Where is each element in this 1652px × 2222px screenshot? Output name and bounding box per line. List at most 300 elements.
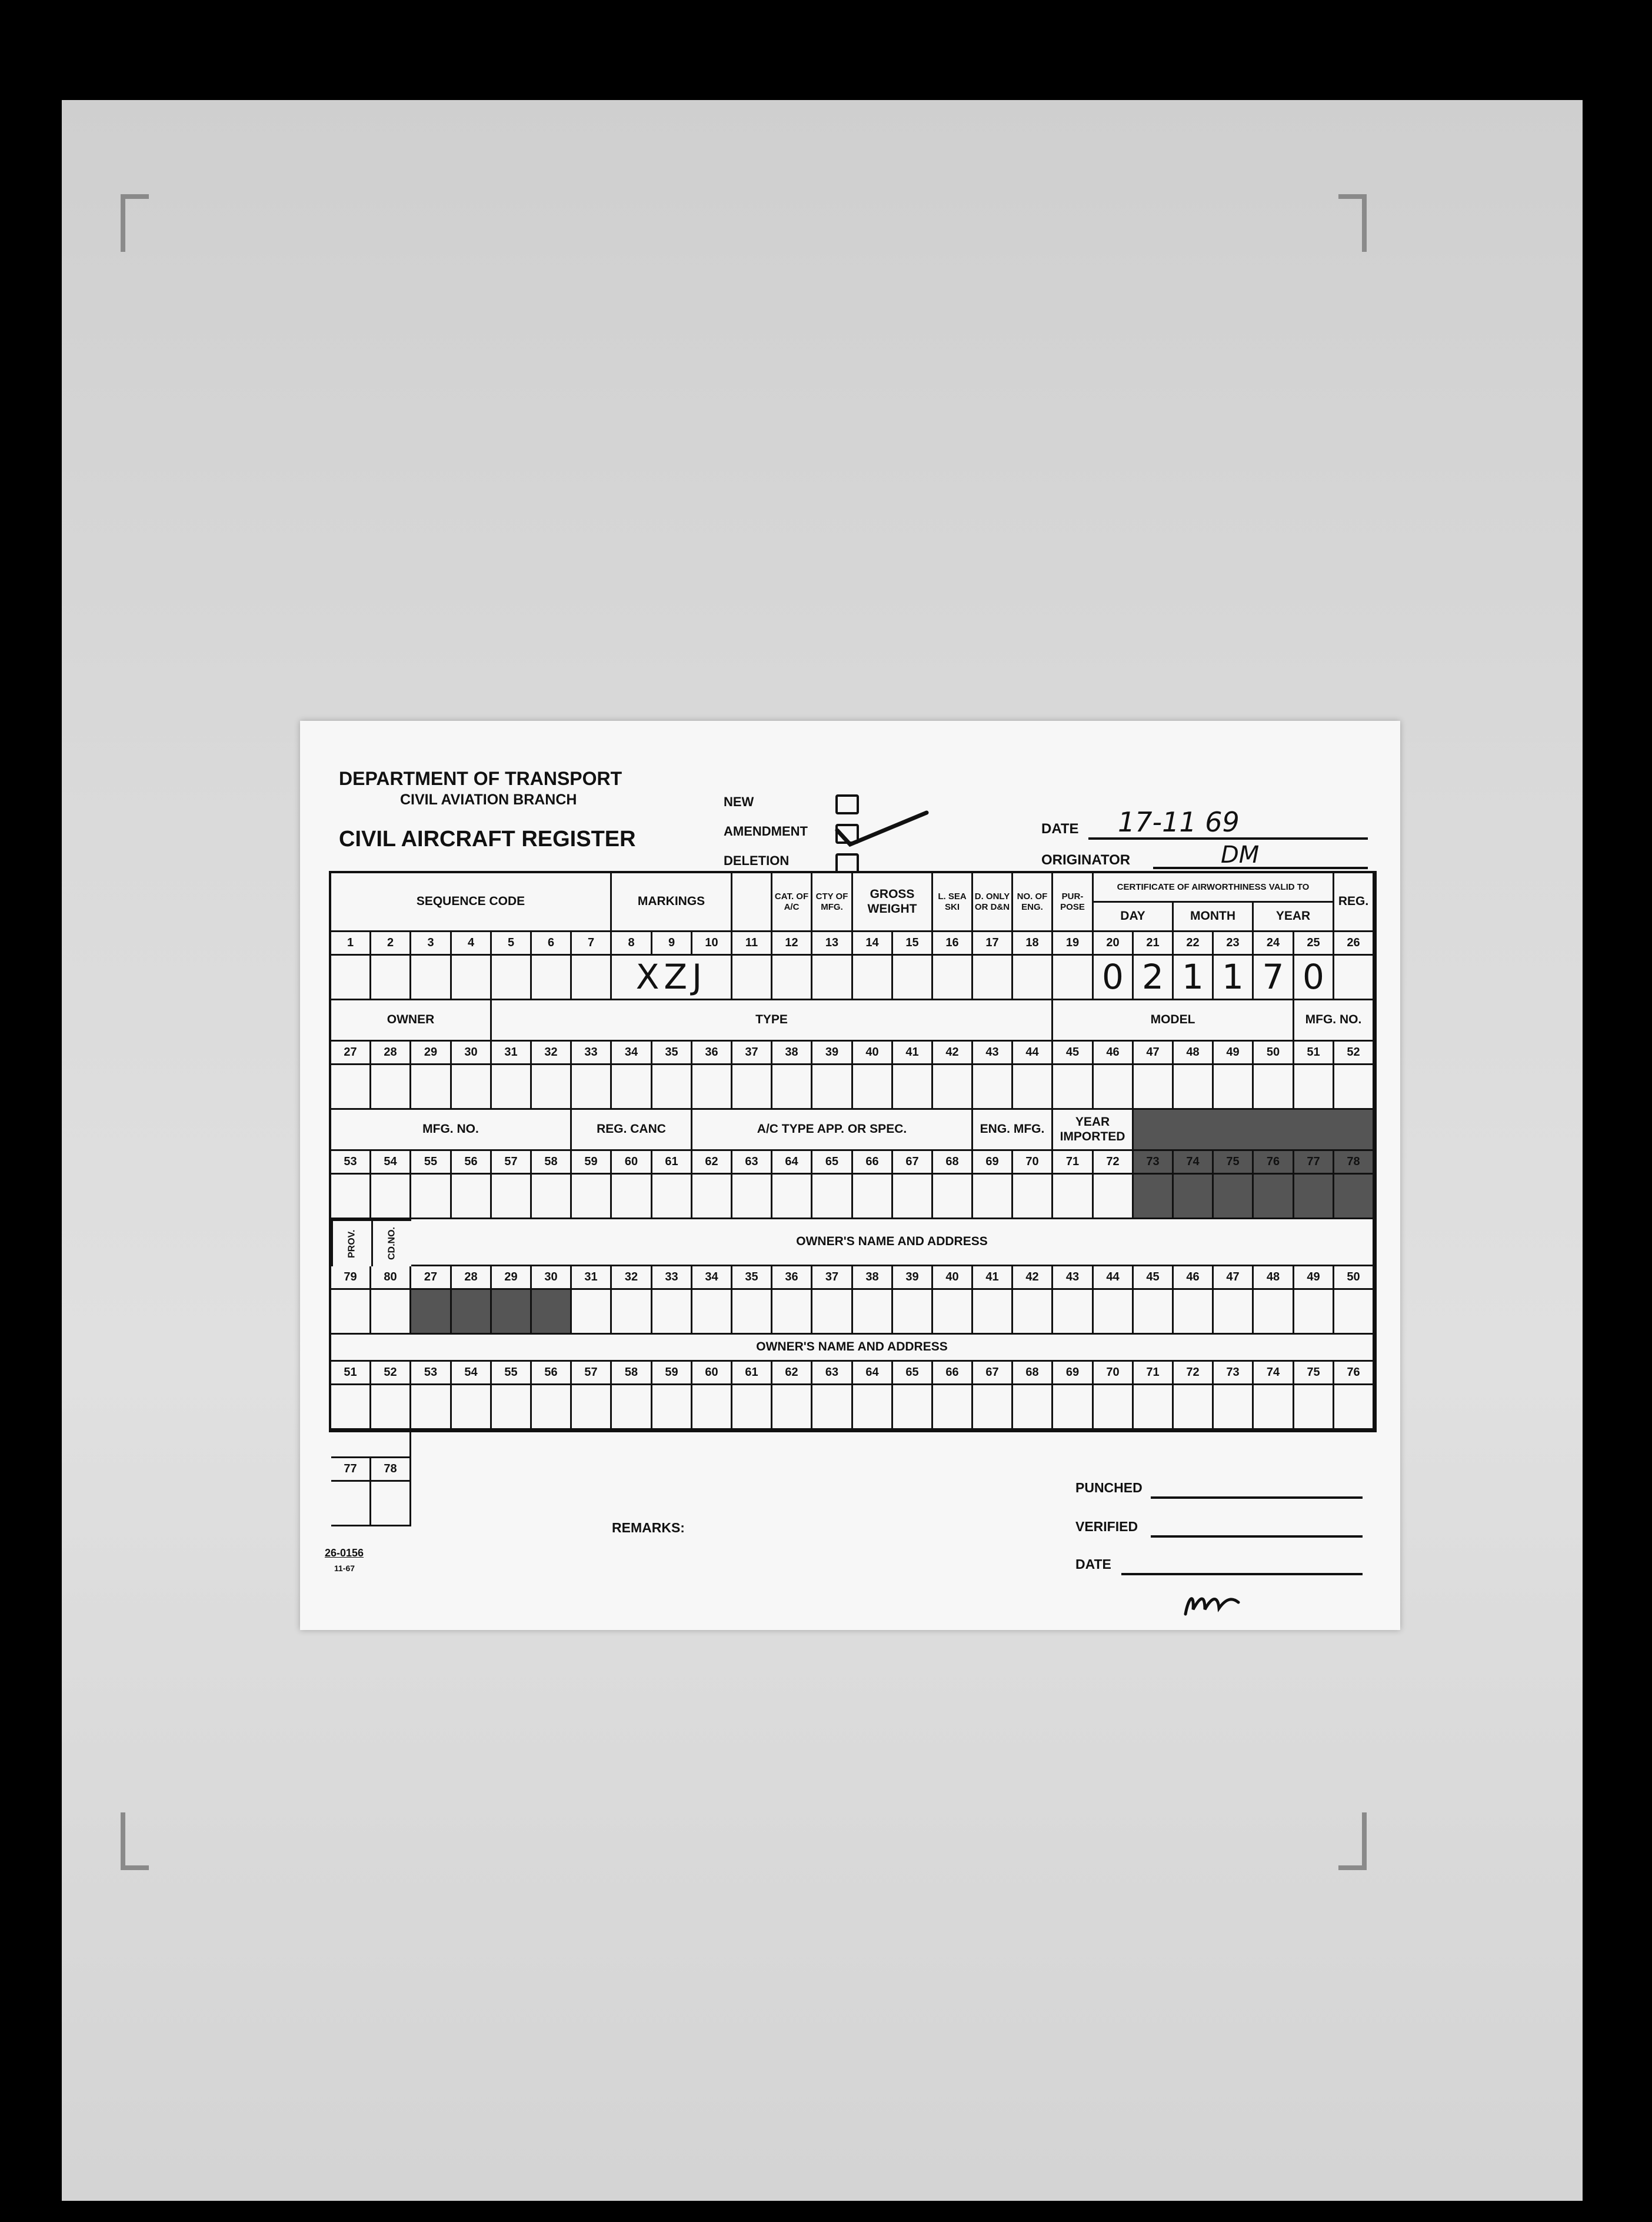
- column-number: 69: [1053, 1362, 1094, 1385]
- column-number: 71: [1053, 1151, 1094, 1175]
- column-number: 43: [1053, 1266, 1094, 1290]
- row1-entry-cell[interactable]: [371, 956, 411, 1000]
- reg-canc-header: REG. CANC: [572, 1110, 692, 1151]
- column-number: 65: [893, 1362, 933, 1385]
- row5-entry-cell[interactable]: [812, 1385, 853, 1430]
- column-number: 49: [1294, 1266, 1334, 1290]
- deletion-checkbox[interactable]: [835, 853, 859, 873]
- land-sea-ski-header: L. SEA SKI: [933, 873, 973, 932]
- type-header: TYPE: [492, 1000, 1053, 1042]
- column-number: 54: [452, 1362, 492, 1385]
- markings-value[interactable]: XZJ: [612, 956, 732, 1000]
- column-number: 73: [1134, 1151, 1174, 1175]
- row4-entry-cell[interactable]: [973, 1290, 1013, 1335]
- shaded-cell: [1214, 1175, 1254, 1219]
- row3-entry-cell[interactable]: [732, 1175, 772, 1219]
- owners-name-header-2: OWNER'S NAME AND ADDRESS: [331, 1335, 1374, 1362]
- column-number: 32: [532, 1042, 572, 1065]
- row5-entry-cell[interactable]: [772, 1385, 812, 1430]
- column-number: 31: [572, 1266, 612, 1290]
- row5-entry-cell[interactable]: [893, 1385, 933, 1430]
- column-number: 50: [1334, 1266, 1374, 1290]
- column-number: 19: [1053, 932, 1094, 956]
- column-number: 17: [973, 932, 1013, 956]
- column-number: 33: [652, 1266, 692, 1290]
- column-number: 24: [1254, 932, 1294, 956]
- row4-entry-cell[interactable]: [812, 1290, 853, 1335]
- column-number: 47: [1214, 1266, 1254, 1290]
- column-number: 46: [1094, 1042, 1134, 1065]
- column-number: 56: [532, 1362, 572, 1385]
- column-number: 56: [452, 1151, 492, 1175]
- column-number: 58: [532, 1151, 572, 1175]
- column-number: 53: [411, 1362, 452, 1385]
- column-number: 11: [732, 932, 772, 956]
- column-number: 43: [973, 1042, 1013, 1065]
- remarks-blank: [331, 1430, 411, 1458]
- crop-mark-bottom-right: [1338, 1812, 1367, 1870]
- column-number: 68: [933, 1151, 973, 1175]
- row2-entry-cell[interactable]: [1094, 1065, 1134, 1110]
- crop-mark-top-right: [1338, 194, 1367, 252]
- column-number: 80: [371, 1266, 411, 1290]
- row3-entry-cell[interactable]: [853, 1175, 893, 1219]
- column-number: 62: [772, 1362, 812, 1385]
- column-number: 70: [1094, 1362, 1134, 1385]
- row3-entry-cell[interactable]: [772, 1175, 812, 1219]
- column-number: 9: [652, 932, 692, 956]
- column-number: 64: [772, 1151, 812, 1175]
- shaded-cell: [1134, 1175, 1174, 1219]
- column-number: 16: [933, 932, 973, 956]
- row1-entry-cell[interactable]: [933, 956, 973, 1000]
- column-number: 67: [893, 1151, 933, 1175]
- column-number: 22: [1174, 932, 1214, 956]
- column-number: 31: [492, 1042, 532, 1065]
- column-number: 35: [652, 1042, 692, 1065]
- row4-entry-cell[interactable]: [1134, 1290, 1174, 1335]
- day-header: DAY: [1094, 903, 1174, 932]
- column-number: 29: [411, 1042, 452, 1065]
- row3-entry-cell[interactable]: [973, 1175, 1013, 1219]
- row5-entry-cell[interactable]: [1053, 1385, 1094, 1430]
- column-number: 72: [1174, 1362, 1214, 1385]
- column-number: 26: [1334, 932, 1374, 956]
- mfg-no-header-2: MFG. NO.: [331, 1110, 572, 1151]
- row4-entry-cell[interactable]: [853, 1290, 893, 1335]
- column-number: 36: [692, 1042, 732, 1065]
- row5-entry-cell[interactable]: [973, 1385, 1013, 1430]
- column-number: 72: [1094, 1151, 1134, 1175]
- row5-entry-cell[interactable]: [1134, 1385, 1174, 1430]
- column-number: 65: [812, 1151, 853, 1175]
- column-number: 69: [973, 1151, 1013, 1175]
- column-number: 27: [411, 1266, 452, 1290]
- row4-entry-cell[interactable]: [572, 1290, 612, 1335]
- row2-entry-cell[interactable]: [652, 1065, 692, 1110]
- engine-mfg-header: ENG. MFG.: [973, 1110, 1053, 1151]
- column-number: 70: [1013, 1151, 1053, 1175]
- row1-entry-cell[interactable]: [732, 956, 772, 1000]
- row3-entry-cell[interactable]: [1053, 1175, 1094, 1219]
- column-number: 4: [452, 932, 492, 956]
- row3-entry-cell[interactable]: [532, 1175, 572, 1219]
- shaded-cell: [1334, 1175, 1374, 1219]
- cty-of-mfg-header: CTY OF MFG.: [812, 873, 853, 932]
- row3-entry-cell[interactable]: [1094, 1175, 1134, 1219]
- shaded-cell: [1174, 1175, 1214, 1219]
- date-label: DATE: [1041, 821, 1079, 837]
- column-number: 53: [331, 1151, 371, 1175]
- row3-entry-cell[interactable]: [893, 1175, 933, 1219]
- column-number: 74: [1174, 1151, 1214, 1175]
- row3-entry-cell[interactable]: [652, 1175, 692, 1219]
- column-number: 5: [492, 932, 532, 956]
- certificate-digit-cell[interactable]: 0: [1294, 956, 1334, 1000]
- column-number: 66: [853, 1151, 893, 1175]
- row3-entry-cell[interactable]: [1013, 1175, 1053, 1219]
- column-number: 47: [1134, 1042, 1174, 1065]
- sequence-code-header: SEQUENCE CODE: [331, 873, 612, 932]
- day-night-header: D. ONLY OR D&N: [973, 873, 1013, 932]
- cd-no-header: CD.NO.: [371, 1219, 411, 1266]
- owners-name-header: OWNER'S NAME AND ADDRESS: [411, 1219, 1374, 1266]
- row5-entry-cell[interactable]: [1214, 1385, 1254, 1430]
- column-number: 35: [732, 1266, 772, 1290]
- row4-entry-cell[interactable]: [331, 1290, 371, 1335]
- originator-value[interactable]: DM: [1221, 841, 1260, 869]
- row2-entry-cell[interactable]: [572, 1065, 612, 1110]
- row2-entry-cell[interactable]: [1214, 1065, 1254, 1110]
- row5-entry-cell[interactable]: [532, 1385, 572, 1430]
- column-number: 38: [853, 1266, 893, 1290]
- column-number: 18: [1013, 932, 1053, 956]
- column-number: 75: [1214, 1151, 1254, 1175]
- row4-entry-cell[interactable]: [612, 1290, 652, 1335]
- month-header: MONTH: [1174, 903, 1254, 932]
- check-mark-icon: [832, 808, 932, 849]
- date-value[interactable]: 17-11 69: [1118, 806, 1240, 838]
- airworthiness-certificate-header: CERTIFICATE OF AIRWORTHINESS VALID TO: [1094, 873, 1334, 903]
- row4-entry-cell[interactable]: [732, 1290, 772, 1335]
- column-number: 55: [411, 1151, 452, 1175]
- row5-entry-cell[interactable]: [853, 1385, 893, 1430]
- column-number: 3: [411, 932, 452, 956]
- certificate-digit-cell[interactable]: 2: [1134, 956, 1174, 1000]
- column-number: 28: [371, 1042, 411, 1065]
- column-number: 14: [853, 932, 893, 956]
- row4-entry-cell[interactable]: [652, 1290, 692, 1335]
- verified-label: VERIFIED: [1075, 1519, 1138, 1534]
- amendment-label: AMENDMENT: [724, 824, 808, 839]
- row4-entry-cell[interactable]: [1174, 1290, 1214, 1335]
- row3-entry-cell[interactable]: [452, 1175, 492, 1219]
- footer-date-line: [1121, 1573, 1363, 1575]
- row5-entry-cell[interactable]: [572, 1385, 612, 1430]
- row2-entry-cell[interactable]: [853, 1065, 893, 1110]
- owner-header: OWNER: [331, 1000, 492, 1042]
- column-number: 59: [652, 1362, 692, 1385]
- column-number: 64: [853, 1362, 893, 1385]
- column-number: 50: [1254, 1042, 1294, 1065]
- row2-entry-cell[interactable]: [371, 1065, 411, 1110]
- row5-entry-cell[interactable]: [331, 1385, 371, 1430]
- row5-entry-cell[interactable]: [411, 1385, 452, 1430]
- row2-entry-cell[interactable]: [1254, 1065, 1294, 1110]
- row2-entry-cell[interactable]: [933, 1065, 973, 1110]
- column-number: 38: [772, 1042, 812, 1065]
- mfg-no-header: MFG. NO.: [1294, 1000, 1374, 1042]
- remarks-entry-cell[interactable]: [371, 1482, 411, 1526]
- row4-entry-cell[interactable]: [1254, 1290, 1294, 1335]
- row4-entry-cell[interactable]: [371, 1290, 411, 1335]
- certificate-digit-cell[interactable]: 1: [1174, 956, 1214, 1000]
- blank-header: [732, 873, 772, 932]
- row5-entry-cell[interactable]: [371, 1385, 411, 1430]
- row5-entry-cell[interactable]: [1013, 1385, 1053, 1430]
- row4-entry-cell[interactable]: [1013, 1290, 1053, 1335]
- row5-entry-cell[interactable]: [1174, 1385, 1214, 1430]
- column-number: 1: [331, 932, 371, 956]
- deletion-label: DELETION: [724, 853, 790, 868]
- row5-entry-cell[interactable]: [1254, 1385, 1294, 1430]
- punched-line: [1151, 1496, 1363, 1499]
- row2-entry-cell[interactable]: [772, 1065, 812, 1110]
- column-number: 51: [1294, 1042, 1334, 1065]
- column-number: 58: [612, 1362, 652, 1385]
- crop-mark-bottom-left: [121, 1812, 149, 1870]
- row1-entry-cell[interactable]: [532, 956, 572, 1000]
- shaded-cell: [452, 1290, 492, 1335]
- column-number: 29: [492, 1266, 532, 1290]
- column-number: 12: [772, 932, 812, 956]
- column-number: 41: [893, 1042, 933, 1065]
- row5-entry-cell[interactable]: [732, 1385, 772, 1430]
- column-number: 23: [1214, 932, 1254, 956]
- row4-entry-cell[interactable]: [1214, 1290, 1254, 1335]
- row1-entry-cell[interactable]: [812, 956, 853, 1000]
- column-number: 30: [452, 1042, 492, 1065]
- column-number: 61: [652, 1151, 692, 1175]
- column-number: 68: [1013, 1362, 1053, 1385]
- year-header: YEAR: [1254, 903, 1334, 932]
- certificate-digit-cell[interactable]: 1: [1214, 956, 1254, 1000]
- row5-entry-cell[interactable]: [652, 1385, 692, 1430]
- column-number: 63: [812, 1362, 853, 1385]
- column-number: 8: [612, 932, 652, 956]
- row2-entry-cell[interactable]: [612, 1065, 652, 1110]
- column-number: 41: [973, 1266, 1013, 1290]
- originator-label: ORIGINATOR: [1041, 852, 1131, 868]
- row1-entry-cell[interactable]: [572, 956, 612, 1000]
- column-number: 13: [812, 932, 853, 956]
- form-title: CIVIL AIRCRAFT REGISTER: [339, 827, 636, 851]
- column-number: 71: [1134, 1362, 1174, 1385]
- row5-entry-cell[interactable]: [492, 1385, 532, 1430]
- row5-entry-cell[interactable]: [1094, 1385, 1134, 1430]
- row4-entry-cell[interactable]: [893, 1290, 933, 1335]
- cat-of-ac-header: CAT. OF A/C: [772, 873, 812, 932]
- column-number: 28: [452, 1266, 492, 1290]
- row4-entry-cell[interactable]: [1053, 1290, 1094, 1335]
- row2-entry-cell[interactable]: [973, 1065, 1013, 1110]
- ac-type-approval-header: A/C TYPE APP. OR SPEC.: [692, 1110, 973, 1151]
- remarks-entry-cell[interactable]: [331, 1482, 371, 1526]
- footer-date-label: DATE: [1075, 1556, 1111, 1572]
- column-number: 32: [612, 1266, 652, 1290]
- column-number: 54: [371, 1151, 411, 1175]
- shaded-cell: [492, 1290, 532, 1335]
- row3-entry-cell[interactable]: [371, 1175, 411, 1219]
- row1-entry-cell[interactable]: [1334, 956, 1374, 1000]
- column-number: 25: [1294, 932, 1334, 956]
- row4-entry-cell[interactable]: [692, 1290, 732, 1335]
- row1-entry-cell[interactable]: [331, 956, 371, 1000]
- crop-mark-top-left: [121, 194, 149, 252]
- column-number: 42: [933, 1042, 973, 1065]
- gross-weight-header: GROSS WEIGHT: [853, 873, 933, 932]
- row1-entry-cell[interactable]: [893, 956, 933, 1000]
- column-number: 48: [1174, 1042, 1214, 1065]
- verified-line: [1151, 1535, 1363, 1538]
- column-number: 39: [893, 1266, 933, 1290]
- row3-entry-cell[interactable]: [933, 1175, 973, 1219]
- column-number: 36: [772, 1266, 812, 1290]
- column-number: 44: [1094, 1266, 1134, 1290]
- row3-entry-cell[interactable]: [492, 1175, 532, 1219]
- shaded-cell: [1294, 1175, 1334, 1219]
- row2-entry-cell[interactable]: [1294, 1065, 1334, 1110]
- row1-entry-cell[interactable]: [452, 956, 492, 1000]
- form-number: 26-0156: [325, 1547, 364, 1559]
- column-number: 60: [612, 1151, 652, 1175]
- column-number: 39: [812, 1042, 853, 1065]
- column-number: 34: [612, 1042, 652, 1065]
- certificate-digit-cell[interactable]: 7: [1254, 956, 1294, 1000]
- row2-entry-cell[interactable]: [732, 1065, 772, 1110]
- column-number: 62: [692, 1151, 732, 1175]
- column-number: 66: [933, 1362, 973, 1385]
- row1-entry-cell[interactable]: [772, 956, 812, 1000]
- row2-entry-cell[interactable]: [692, 1065, 732, 1110]
- column-number: 48: [1254, 1266, 1294, 1290]
- column-number: 76: [1254, 1151, 1294, 1175]
- column-number: 61: [732, 1362, 772, 1385]
- originator-line: [1153, 867, 1368, 869]
- column-number: 73: [1214, 1362, 1254, 1385]
- row2-entry-cell[interactable]: [1013, 1065, 1053, 1110]
- row1-entry-cell[interactable]: [492, 956, 532, 1000]
- row3-entry-cell[interactable]: [331, 1175, 371, 1219]
- initials-scribble-icon: [1177, 1586, 1247, 1621]
- column-number: 7: [572, 932, 612, 956]
- row2-entry-cell[interactable]: [452, 1065, 492, 1110]
- shaded-cell: [1134, 1110, 1374, 1151]
- column-number: 20: [1094, 932, 1134, 956]
- row2-entry-cell[interactable]: [532, 1065, 572, 1110]
- row4-entry-cell[interactable]: [772, 1290, 812, 1335]
- row5-entry-cell[interactable]: [933, 1385, 973, 1430]
- row1-entry-cell[interactable]: [853, 956, 893, 1000]
- column-number: 75: [1294, 1362, 1334, 1385]
- row4-entry-cell[interactable]: [933, 1290, 973, 1335]
- shaded-cell: [1254, 1175, 1294, 1219]
- row2-entry-cell[interactable]: [1134, 1065, 1174, 1110]
- row4-entry-cell[interactable]: [1334, 1290, 1374, 1335]
- column-number: 30: [532, 1266, 572, 1290]
- purpose-header: PUR- POSE: [1053, 873, 1094, 932]
- punched-label: PUNCHED: [1075, 1480, 1143, 1495]
- row3-entry-cell[interactable]: [812, 1175, 853, 1219]
- column-number: 10: [692, 932, 732, 956]
- model-header: MODEL: [1053, 1000, 1294, 1042]
- column-number: 44: [1013, 1042, 1053, 1065]
- column-number: 78: [371, 1458, 411, 1482]
- row5-entry-cell[interactable]: [1294, 1385, 1334, 1430]
- row1-entry-cell[interactable]: [1013, 956, 1053, 1000]
- column-number: 2: [371, 932, 411, 956]
- row2-entry-cell[interactable]: [492, 1065, 532, 1110]
- row1-entry-cell[interactable]: [411, 956, 452, 1000]
- markings-header: MARKINGS: [612, 873, 732, 932]
- row2-entry-cell[interactable]: [331, 1065, 371, 1110]
- column-number: 46: [1174, 1266, 1214, 1290]
- row1-entry-cell[interactable]: [973, 956, 1013, 1000]
- row2-entry-cell[interactable]: [1174, 1065, 1214, 1110]
- reg-header: REG.: [1334, 873, 1374, 932]
- certificate-digit-cell[interactable]: 0: [1094, 956, 1134, 1000]
- column-number: 57: [572, 1362, 612, 1385]
- row2-entry-cell[interactable]: [411, 1065, 452, 1110]
- prov-header: PROV.: [331, 1219, 371, 1266]
- row3-entry-cell[interactable]: [612, 1175, 652, 1219]
- column-number: 45: [1134, 1266, 1174, 1290]
- no-of-engines-header: NO. OF ENG.: [1013, 873, 1053, 932]
- row2-entry-cell[interactable]: [812, 1065, 853, 1110]
- register-card: [300, 721, 1400, 1630]
- shaded-cell: [411, 1290, 452, 1335]
- column-number: 52: [371, 1362, 411, 1385]
- column-number: 27: [331, 1042, 371, 1065]
- column-number: 42: [1013, 1266, 1053, 1290]
- row4-entry-cell[interactable]: [1294, 1290, 1334, 1335]
- column-number: 79: [331, 1266, 371, 1290]
- year-imported-header: YEAR IMPORTED: [1053, 1110, 1134, 1151]
- row1-entry-cell[interactable]: [1053, 956, 1094, 1000]
- new-label: NEW: [724, 794, 754, 809]
- row3-entry-cell[interactable]: [572, 1175, 612, 1219]
- row2-entry-cell[interactable]: [893, 1065, 933, 1110]
- column-number: 51: [331, 1362, 371, 1385]
- row2-entry-cell[interactable]: [1053, 1065, 1094, 1110]
- column-number: 15: [893, 932, 933, 956]
- row3-entry-cell[interactable]: [692, 1175, 732, 1219]
- row5-entry-cell[interactable]: [692, 1385, 732, 1430]
- column-number: 57: [492, 1151, 532, 1175]
- row4-entry-cell[interactable]: [1094, 1290, 1134, 1335]
- branch-title: CIVIL AVIATION BRANCH: [400, 791, 577, 808]
- row5-entry-cell[interactable]: [1334, 1385, 1374, 1430]
- row5-entry-cell[interactable]: [452, 1385, 492, 1430]
- column-number: 49: [1214, 1042, 1254, 1065]
- row5-entry-cell[interactable]: [612, 1385, 652, 1430]
- row2-entry-cell[interactable]: [1334, 1065, 1374, 1110]
- form-edition-date: 11-67: [334, 1564, 355, 1573]
- column-number: 40: [933, 1266, 973, 1290]
- column-number: 59: [572, 1151, 612, 1175]
- row3-entry-cell[interactable]: [411, 1175, 452, 1219]
- column-number: 6: [532, 932, 572, 956]
